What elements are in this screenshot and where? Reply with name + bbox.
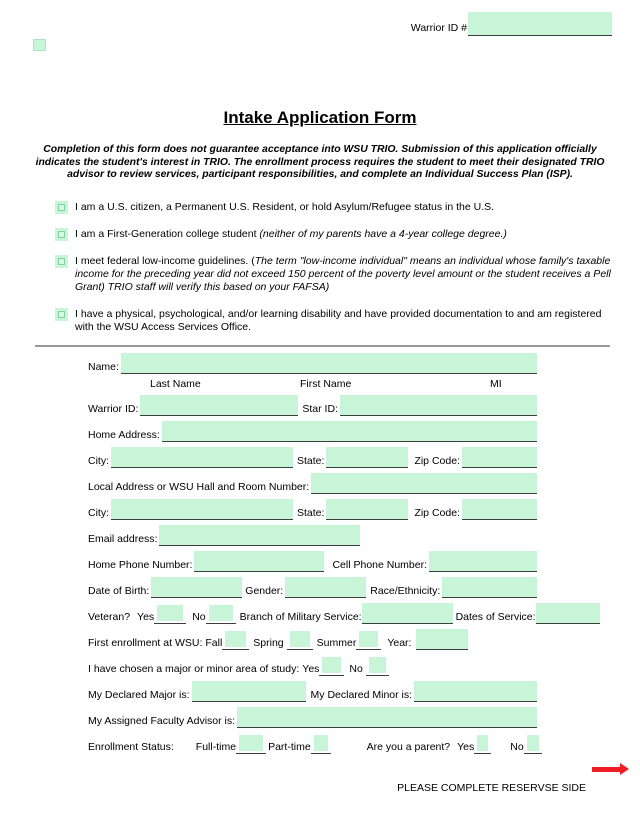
veteran-yes-label: Yes (137, 611, 155, 623)
ids-row (88, 394, 537, 416)
corner-highlight-square (33, 39, 46, 51)
faculty-advisor-label: My Assigned Faculty Advisor is: (88, 715, 236, 727)
zip-code-input[interactable] (462, 447, 537, 468)
last-name-label: Last Name (150, 378, 201, 390)
email-label: Email address: (88, 533, 158, 545)
eligibility-item-text: I am a U.S. citizen, a Permanent U.S. Resident, or hold Asylum/Refugee status in the U.S. (75, 201, 495, 213)
home-address-input[interactable] (162, 421, 537, 442)
footer-note: PLEASE COMPLETE RESERVSE SIDE (397, 782, 586, 794)
email-input[interactable] (159, 525, 360, 546)
dates-of-service-label: Dates of Service: (455, 611, 536, 623)
dates-of-service-input[interactable] (536, 603, 600, 624)
warrior-id-input[interactable] (140, 395, 298, 416)
declared-major-row (88, 680, 537, 702)
local-address-label: Local Address or WSU Hall and Room Number: (88, 481, 310, 493)
name-sublabels (88, 378, 537, 389)
parent-no-label: No (510, 741, 524, 753)
eligibility-item-text: I meet federal low-income guidelines. ( (75, 255, 255, 267)
spring-label: Spring (253, 637, 284, 649)
branch-label: Branch of Military Service: (239, 611, 362, 623)
part-time-blank[interactable] (311, 732, 331, 754)
local-city-row (88, 498, 537, 520)
fall-label: Fall (205, 637, 223, 649)
home-phone-input[interactable] (194, 551, 324, 572)
veteran-row (88, 602, 586, 624)
name-row (88, 352, 537, 374)
veteran-label: Veteran? (88, 611, 131, 623)
phones-row (88, 550, 537, 572)
city-input[interactable] (111, 447, 293, 468)
warrior-id-input[interactable] (468, 12, 612, 36)
chosen-major-row (88, 654, 537, 676)
branch-input[interactable] (362, 603, 453, 624)
home-address-label: Home Address: (88, 429, 160, 441)
chosen-yes-blank[interactable] (319, 654, 344, 676)
declared-major-input[interactable] (192, 681, 306, 702)
eligibility-item-text: I have a physical, psychological, and/or learning disability and have provided documentation to and am registered with the WSU Access Services Office. (75, 308, 602, 333)
chosen-yes-label: Yes (302, 663, 320, 675)
warrior-id-label: Warrior ID: (88, 403, 139, 415)
name-input[interactable] (121, 353, 537, 374)
eligibility-item-text-italic: (neither of my parents have a 4-year college degree.) (259, 228, 507, 240)
parent-yes-blank[interactable] (474, 732, 491, 754)
dob-input[interactable] (151, 577, 242, 598)
faculty-advisor-row (88, 706, 537, 728)
home-phone-label: Home Phone Number: (88, 559, 193, 571)
star-id-input[interactable] (340, 395, 537, 416)
mi-label: MI (490, 378, 502, 390)
city-label: City: (88, 455, 109, 467)
city-input[interactable] (111, 499, 293, 520)
eligibility-item-disability (55, 308, 611, 334)
local-address-row (88, 472, 537, 494)
eligibility-checklist (55, 201, 611, 348)
veteran-no-label: No (192, 611, 206, 623)
full-time-label: Full-time (195, 741, 237, 753)
year-label: Year: (387, 637, 412, 649)
name-label: Name: (88, 361, 119, 373)
eligibility-item-text-italic: The term "low-income individual" means an individual whose family's taxable income for the preceding year did not exceed 150 percent of the poverty level amount or the student receives a Pell Grant) TRIO staff will verify this based on your FAFSA) (75, 255, 611, 293)
section-divider (35, 345, 610, 347)
warrior-id-header (411, 12, 612, 36)
veteran-no-blank[interactable] (206, 602, 236, 624)
cell-phone-label: Cell Phone Number: (332, 559, 428, 571)
page-title: Intake Application Form (223, 108, 417, 127)
zip-code-input[interactable] (462, 499, 537, 520)
chosen-no-label: No (349, 663, 363, 675)
gender-input[interactable] (285, 577, 366, 598)
email-row (88, 524, 537, 546)
state-input[interactable] (326, 447, 408, 468)
checkbox-icon[interactable] (55, 228, 68, 241)
checkbox-icon[interactable] (55, 255, 68, 268)
spring-blank[interactable] (287, 628, 313, 650)
eligibility-item-low-income (55, 255, 611, 294)
first-name-label: First Name (300, 378, 352, 390)
summer-label: Summer (316, 637, 357, 649)
chosen-no-blank[interactable] (366, 654, 389, 676)
dob-label: Date of Birth: (88, 585, 150, 597)
star-id-label: Star ID: (302, 403, 338, 415)
race-ethnicity-label: Race/Ethnicity: (370, 585, 441, 597)
declared-major-label: My Declared Major is: (88, 689, 190, 701)
eligibility-item-text: I am a First-Generation college student (75, 228, 260, 240)
chosen-major-label: I have chosen a major or minor area of study: (88, 663, 300, 675)
parent-question-label: Are you a parent? (366, 741, 451, 753)
city-label: City: (88, 507, 109, 519)
city-row (88, 446, 537, 468)
state-label: State: (297, 455, 325, 467)
checkbox-icon[interactable] (55, 308, 68, 321)
eligibility-item-first-generation (55, 228, 611, 241)
intro-paragraph: Completion of this form does not guarantee acceptance into WSU TRIO. Submission of this application officially indicates the student's interest in TRIO. The enrollment process requires the student to meet their designated TRIO advisor to review services, participant responsibilities, and complete an Individual Success Plan (ISP). (35, 144, 605, 181)
first-enrollment-label: First enrollment at WSU: (88, 637, 203, 649)
fall-blank[interactable] (222, 628, 249, 650)
arrow-right-icon (592, 763, 629, 775)
year-input[interactable] (416, 629, 468, 650)
intake-form-fields (88, 352, 537, 758)
enrollment-status-label: Enrollment Status: (88, 741, 174, 753)
zip-code-label: Zip Code: (414, 455, 460, 467)
home-address-row (88, 420, 537, 442)
local-address-input[interactable] (311, 473, 537, 494)
parent-yes-label: Yes (457, 741, 475, 753)
eligibility-item-citizen (55, 201, 611, 214)
full-time-blank[interactable] (236, 732, 266, 754)
gender-label: Gender: (245, 585, 284, 597)
declared-minor-label: My Declared Minor is: (310, 689, 413, 701)
summer-blank[interactable] (356, 628, 381, 650)
declared-minor-input[interactable] (414, 681, 537, 702)
state-label: State: (297, 507, 325, 519)
checkbox-icon[interactable] (55, 201, 68, 214)
zip-code-label: Zip Code: (414, 507, 460, 519)
state-input[interactable] (326, 499, 408, 520)
race-ethnicity-input[interactable] (442, 577, 537, 598)
first-enrollment-row (88, 628, 537, 650)
faculty-advisor-input[interactable] (237, 707, 537, 728)
cell-phone-input[interactable] (429, 551, 537, 572)
part-time-label: Part-time (268, 741, 311, 753)
warrior-id-label: Warrior ID # (410, 22, 467, 34)
parent-no-blank[interactable] (524, 732, 542, 754)
dob-row (88, 576, 537, 598)
veteran-yes-blank[interactable] (154, 602, 186, 624)
enrollment-status-row (88, 732, 537, 754)
